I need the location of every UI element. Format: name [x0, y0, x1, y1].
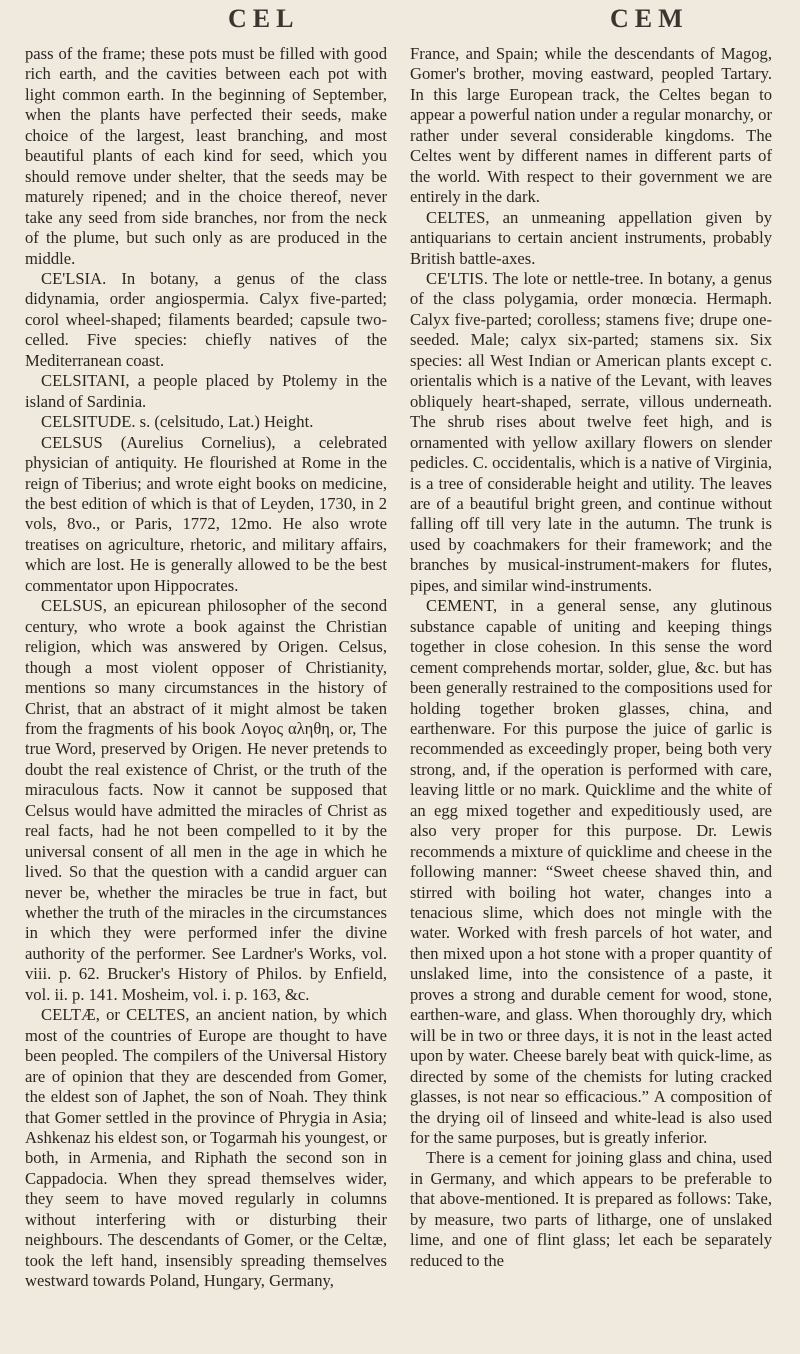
entry-celtis: CE'LTIS. The lote or nettle-tree. In botany, a genus of the class polygamia, order monœcia. Hermaph. Calyx five-parted; corolless; stamens five; drupe one-seeded. Male; calyx six-parted; stamens six. Six species: all West Indian or American plants except c. orientalis which is a native of the Levant, with leaves obliquely heart-shaped, serrate, villous underneath. The shrub rises about twelve feet high, and is ornamented with yellow axillary flowers on slender pedicles. C. occidentalis, which is a native of Virginia, is a tree of considerable height and utility. The leaves are of a beautiful bright green, and continue without falling off till very late in the autumn. The trunk is used by coachmakers for their framework; and the branches by musical-instrument-makers for flutes, pipes, and similar wind-instruments.	[410, 268, 772, 595]
entry-celsitude: CELSITUDE. s. (celsitudo, Lat.) Height.	[41, 412, 314, 432]
entry-celsia: CE'LSIA. In botany, a genus of the class didynamia, order angiospermia. Calyx five-parted; corol wheel-shaped; filaments bearded; capsule two-celled. Five species: chiefly natives of the Mediterranean coast.	[25, 268, 387, 370]
right-column	[410, 44, 772, 1271]
entry-celtes: CELTES, an unmeaning appellation given by antiquarians to certain ancient instruments, probably British battle-axes.	[410, 207, 772, 268]
running-head-left: CEL	[228, 4, 300, 33]
entry-celsus-philosopher: CELSUS, an epicurean philosopher of the second century, who wrote a book against the Christian religion, which was answered by Origen. Celsus, though a most violent opposer of Christianity, mentions so many circumstances in the history of Christ, that an abstract of it might almost be taken from the fragments of his book Λογος αληθη, or, The true Word, preserved by Origen. He never pretends to doubt the real existence of Christ, or the truth of the miraculous facts. Now it cannot be supposed that Celsus would have admitted the miracles of Christ as real facts, had he not been compelled to it by the universal consent of all men in the age in which he lived. So that the question with a candid arguer can never be, whether the miracles be true in fact, but whether the truth of the miracles in the circumstances in which they were performed infer the divine authority of the performer. See Lardner's Works, vol. viii. p. 62. Brucker's History of Philos. by Enfield, vol. ii. p. 141. Mosheim, vol. i. p. 163, &c.	[25, 596, 387, 1004]
running-head-right: CEM	[610, 4, 689, 33]
left-column	[25, 44, 387, 1292]
entry-cement: CEMENT, in a general sense, any glutinous substance capable of uniting and keeping things together in close cohesion. In this sense the word cement comprehends mortar, solder, glue, &c. but has been generally restrained to the compositions used for holding together broken glasses, china, and earthenware. For this purpose the juice of garlic is recommended as exceedingly proper, being both very strong, and, if the operation is performed with care, leaving little or no mark. Quicklime and the white of an egg mixed together and expeditiously used, are also very proper for this purpose. Dr. Lewis recommends a mixture of quicklime and cheese in the following manner: “Sweet cheese shaved thin, and stirred with boiling hot water, changes into a tenacious slime, which does not mingle with the water. Worked with fresh parcels of hot water, and then mixed upon a hot stone with a proper quantity of unslaked lime, into the consistence of a paste, it proves a strong and durable cement for wood, stone, earthen-ware, and glass. When thoroughly dry, which will be in two or three days, it is not in the least acted upon by water. Cheese barely beat with quick-lime, as directed by some of the chemists for luting cracked glasses, is not near so efficacious.” A composition of the drying oil of linseed and white-lead is also used for the same purposes, but is greatly inferior.	[410, 596, 772, 1148]
entry-cement-continued: There is a cement for joining glass and china, used in Germany, and which appears to be preferable to that above-mentioned. It is prepared as follows: Take, by measure, two parts of litharge, one of unslaked lime, and one of flint glass; let each be separately reduced to the	[410, 1148, 772, 1270]
entry-paragraph: pass of the frame; these pots must be filled with good rich earth, and the cavities between each pot with light common earth. In the beginning of September, when the plants have perfected their seeds, make choice of the largest, least branching, and most beautiful plants of each kind for seed, which you should remove under shelter, that the seeds may be maturely ripened; and in the choice thereof, never take any seed from side branches, nor from the neck of the plume, but such only as are produced in the middle.	[25, 44, 387, 268]
entry-celtae: CELTÆ, or CELTES, an ancient nation, by which most of the countries of Europe are thought to have been peopled. The compilers of the Universal History are of opinion that they are descended from Gomer, the eldest son of Japhet, the son of Noah. They think that Gomer settled in the province of Phrygia in Asia; Ashkenaz his eldest son, or Togarmah his youngest, or both, in Armenia, and Riphath the second son in Cappadocia. When they spread themselves wider, they seem to have moved regularly in columns without interfering with or disturbing their neighbours. The descendants of Gomer, or the Celtæ, took the left hand, insensibly spreading themselves westward towards Poland, Hungary, Germany,	[25, 1005, 387, 1291]
entry-paragraph: France, and Spain; while the descendants of Magog, Gomer's brother, moving eastward, peopled Tartary. In this large European track, the Celtes began to appear a powerful nation under a regular monarchy, or rather under several considerable kingdoms. The Celtes went by different names in different parts of the world. With respect to their government we are entirely in the dark.	[410, 44, 772, 207]
entry-celsus-physician: CELSUS (Aurelius Cornelius), a celebrated physician of antiquity. He flourished at Rome in the reign of Tiberius; and wrote eight books on medicine, the best edition of which is that of Leyden, 1730, in 2 vols, 8vo., or Paris, 1772, 12mo. He also wrote treatises on agriculture, rhetoric, and military affairs, which are lost. He is generally allowed to be the best commentator upon Hippocrates.	[25, 432, 387, 595]
entry-celsitani: CELSITANI, a people placed by Ptolemy in the island of Sardinia.	[25, 371, 387, 411]
